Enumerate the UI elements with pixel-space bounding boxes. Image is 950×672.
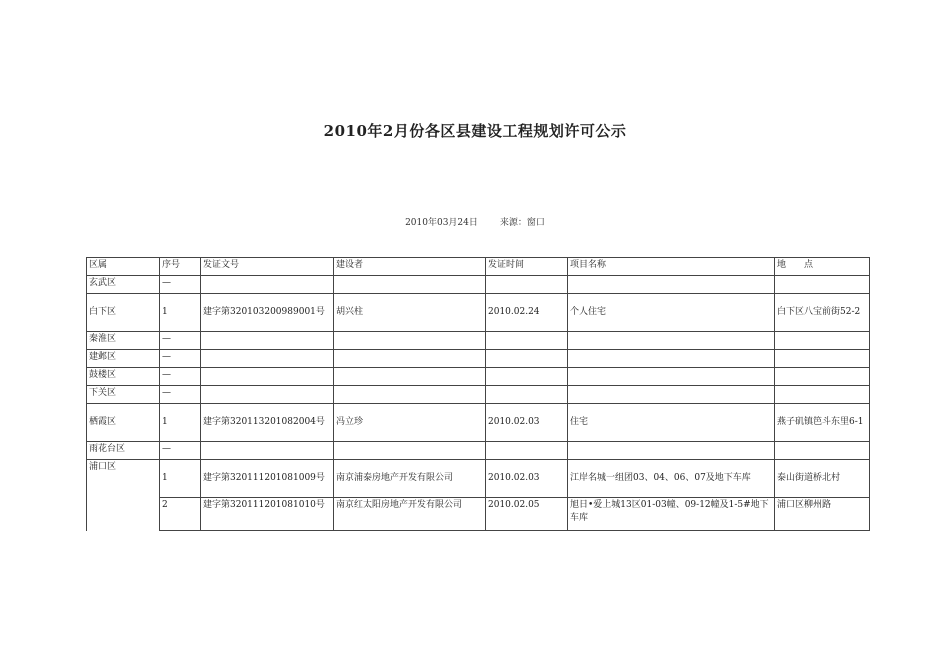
cell-seq: 2 — [160, 498, 201, 531]
cell-date: 2010.02.24 — [486, 294, 568, 332]
cell-seq: — — [160, 442, 201, 460]
cell-project — [568, 386, 775, 404]
cell-seq: 1 — [160, 404, 201, 442]
publish-source: 来源：窗口 — [499, 218, 545, 228]
cell-date — [486, 276, 568, 294]
cell-date: 2010.02.03 — [486, 460, 568, 498]
table-row — [87, 498, 870, 531]
table-header-row — [87, 258, 870, 276]
header-doc: 发证文号 — [201, 258, 334, 276]
cell-project — [568, 442, 775, 460]
cell-location: 泰山街道桥北村 — [775, 460, 870, 498]
cell-doc — [201, 368, 334, 386]
cell-doc — [201, 442, 334, 460]
cell-doc: 建字第320111201081009号 — [201, 460, 334, 498]
publish-date: 2010年03月24日 — [405, 218, 478, 228]
cell-district: 玄武区 — [87, 276, 160, 294]
cell-seq: — — [160, 368, 201, 386]
cell-project — [568, 350, 775, 368]
cell-seq: — — [160, 332, 201, 350]
cell-location — [775, 332, 870, 350]
cell-location — [775, 350, 870, 368]
cell-doc — [201, 350, 334, 368]
cell-district: 秦淮区 — [87, 332, 160, 350]
permit-table — [86, 257, 870, 531]
header-project: 项目名称 — [568, 258, 775, 276]
cell-project — [568, 276, 775, 294]
cell-date — [486, 368, 568, 386]
table-row — [87, 442, 870, 460]
cell-builder — [334, 350, 486, 368]
cell-date — [486, 386, 568, 404]
cell-doc: 建字第320111201081010号 — [201, 498, 334, 531]
publish-info — [0, 215, 950, 228]
cell-project — [568, 332, 775, 350]
table-row — [87, 350, 870, 368]
header-seq: 序号 — [160, 258, 201, 276]
cell-seq: — — [160, 386, 201, 404]
cell-builder: 南京红太阳房地产开发有限公司 — [334, 498, 486, 531]
table-row — [87, 276, 870, 294]
table-row — [87, 368, 870, 386]
cell-district: 下关区 — [87, 386, 160, 404]
cell-builder — [334, 332, 486, 350]
header-district: 区属 — [87, 258, 160, 276]
header-builder: 建设者 — [334, 258, 486, 276]
cell-location: 燕子矶镇笆斗东里6-1 — [775, 404, 870, 442]
cell-date — [486, 332, 568, 350]
cell-location — [775, 368, 870, 386]
cell-builder — [334, 386, 486, 404]
page-title: 2010年2月份各区县建设工程规划许可公示 — [323, 122, 627, 140]
cell-district: 浦口区 — [87, 460, 160, 531]
cell-seq: 1 — [160, 294, 201, 332]
cell-project — [568, 368, 775, 386]
cell-location: 浦口区柳州路 — [775, 498, 870, 531]
cell-doc: 建字第320113201082004号 — [201, 404, 334, 442]
table-row — [87, 460, 870, 498]
cell-location: 白下区八宝前街52-2 — [775, 294, 870, 332]
cell-date: 2010.02.03 — [486, 404, 568, 442]
cell-location — [775, 276, 870, 294]
header-date: 发证时间 — [486, 258, 568, 276]
table-row — [87, 386, 870, 404]
cell-project: 旭日•爱上城13区01-03幢、09-12幢及1-5#地下车库 — [568, 498, 775, 531]
cell-doc — [201, 386, 334, 404]
cell-district: 白下区 — [87, 294, 160, 332]
cell-doc: 建字第320103200989001号 — [201, 294, 334, 332]
cell-builder — [334, 442, 486, 460]
cell-doc — [201, 332, 334, 350]
cell-seq: — — [160, 350, 201, 368]
table-row — [87, 294, 870, 332]
cell-district: 建邺区 — [87, 350, 160, 368]
cell-seq: 1 — [160, 460, 201, 498]
cell-builder: 胡兴柱 — [334, 294, 486, 332]
cell-location — [775, 442, 870, 460]
cell-builder — [334, 276, 486, 294]
table-row — [87, 404, 870, 442]
table-row — [87, 332, 870, 350]
cell-project: 江岸名城一组团03、04、06、07及地下车库 — [568, 460, 775, 498]
cell-date: 2010.02.05 — [486, 498, 568, 531]
cell-district: 栖霞区 — [87, 404, 160, 442]
cell-date — [486, 442, 568, 460]
cell-builder: 南京浦泰房地产开发有限公司 — [334, 460, 486, 498]
cell-doc — [201, 276, 334, 294]
cell-location — [775, 386, 870, 404]
header-location: 地 点 — [775, 258, 870, 276]
cell-district: 雨花台区 — [87, 442, 160, 460]
cell-builder — [334, 368, 486, 386]
cell-project: 住宅 — [568, 404, 775, 442]
cell-district: 鼓楼区 — [87, 368, 160, 386]
cell-project: 个人住宅 — [568, 294, 775, 332]
cell-seq: — — [160, 276, 201, 294]
cell-date — [486, 350, 568, 368]
cell-builder: 冯立珍 — [334, 404, 486, 442]
